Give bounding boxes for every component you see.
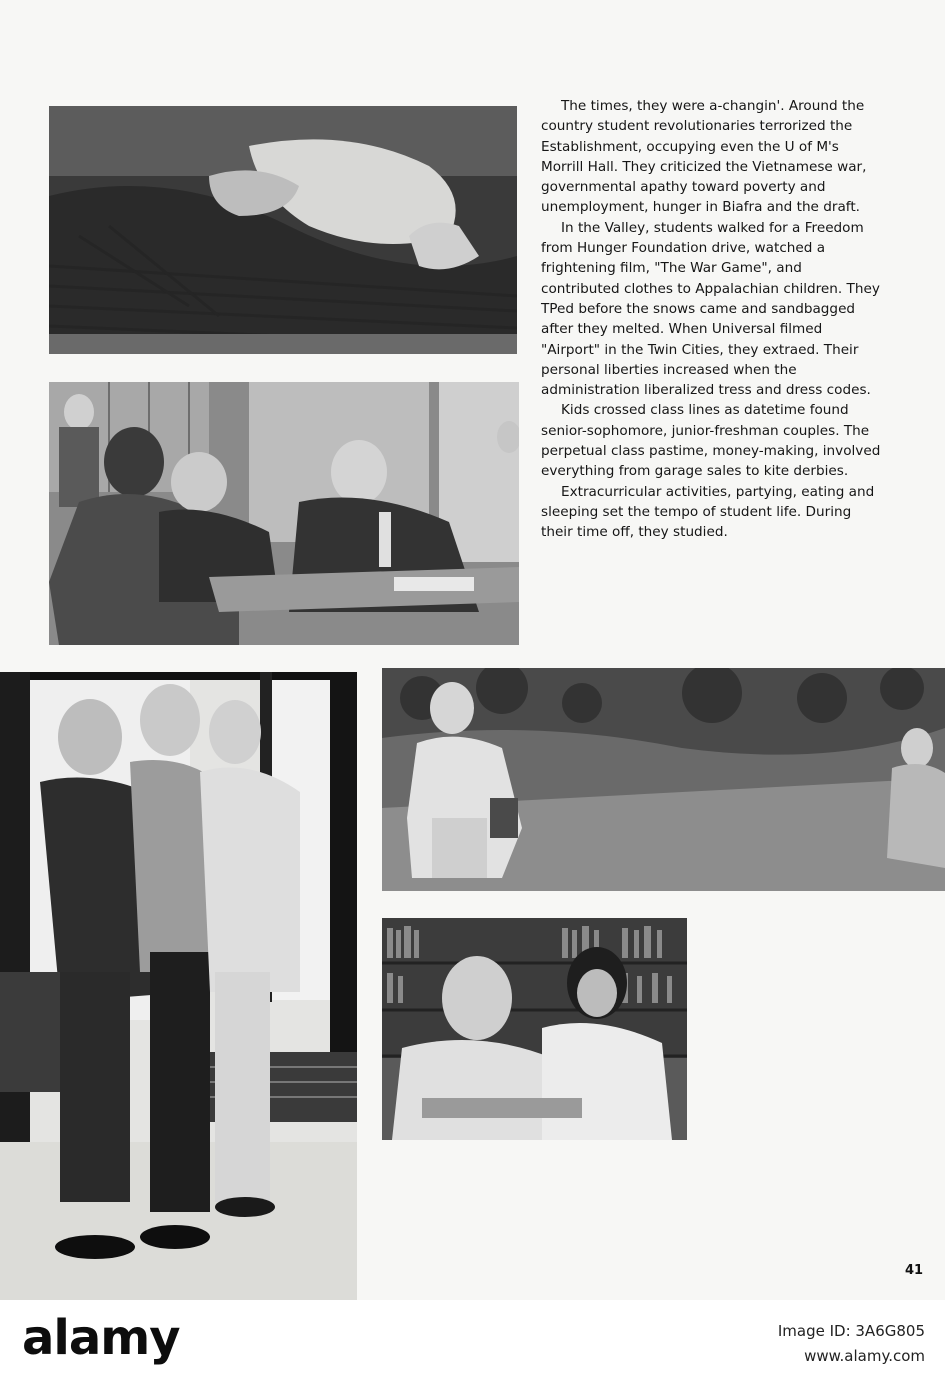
photo-boys-at-window <box>0 672 357 1300</box>
paragraph-3: Kids crossed class lines as datetime found senior-sophomore, junior-freshman couples. The perpetual class pastime, money-making, involved everything from garage sales to kite derbies. <box>541 402 881 480</box>
photo-girls-in-library <box>382 918 687 1140</box>
article-text <box>541 96 881 543</box>
paragraph-2: In the Valley, students walked for a Freedom from Hunger Foundation drive, watched a frightening film, "The War Game", and contributed clothes to Appalachian children. They TPed before the snows came and sandbagged after they melted. When Universal filmed "Airport" in the Twin Cities, they extraed. Their personal liberties increased when the administration liberalized tress and dress codes. <box>541 219 880 399</box>
watermark-logo: alamy <box>22 1310 180 1366</box>
photo-running-on-field <box>382 668 945 891</box>
page-number: 41 <box>905 1263 924 1278</box>
photo-students-at-table <box>49 382 519 645</box>
paragraph-4: Extracurricular activities, partying, eating and sleeping set the tempo of student life. During their time off, they studied. <box>541 483 875 541</box>
photo-sleeping-student <box>49 106 517 354</box>
watermark-image-id: Image ID: 3A6G805 <box>777 1322 925 1340</box>
paragraph-1: The times, they were a-changin'. Around the country student revolutionaries terrorized the Establishment, occupying even the U of M's Morrill Hall. They criticized the Vietnamese war, governmental apathy toward poverty and unemployment, hunger in Biafra and the draft. <box>541 98 867 216</box>
watermark-url: www.alamy.com <box>804 1347 925 1365</box>
